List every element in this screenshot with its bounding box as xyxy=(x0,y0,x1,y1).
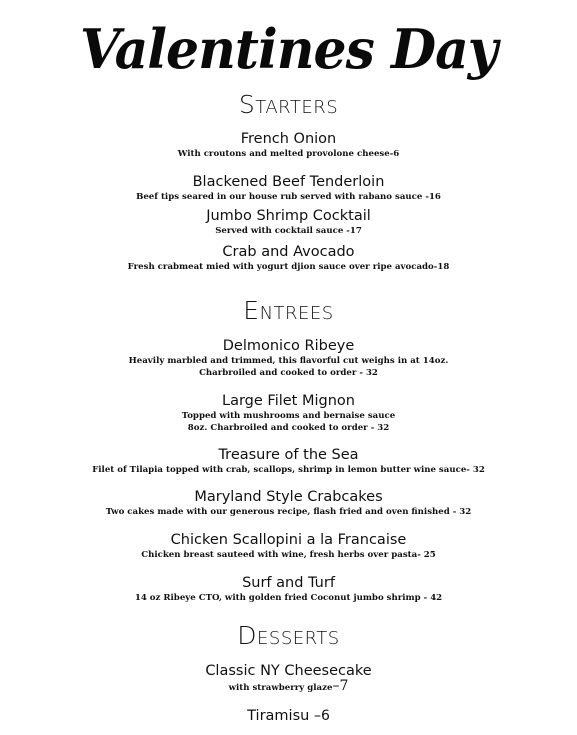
item-description: 8oz. Charbroiled and cooked to order - 32 xyxy=(187,423,390,433)
item-description: Served with cocktail sauce -17 xyxy=(215,226,362,236)
item-description: Beef tips seared in our house rub served with rabano sauce -16 xyxy=(136,192,441,202)
item-description: With croutons and melted provolone cheese-6 xyxy=(177,149,400,159)
item-name: Large Filet Mignon xyxy=(222,393,355,409)
menu-item xyxy=(0,393,577,434)
item-description xyxy=(0,680,577,694)
menu-item xyxy=(0,447,577,476)
item-name-text: Tiramisu xyxy=(247,708,314,724)
item-description: Filet of Tilapia topped with crab, scallops, shrimp in lemon butter wine sauce- 32 xyxy=(92,465,485,475)
section-heading-starters: Starters xyxy=(238,90,339,119)
item-name: Crab and Avocado xyxy=(222,244,355,260)
menu-item xyxy=(0,244,577,273)
menu-item xyxy=(0,532,577,561)
item-name: Maryland Style Crabcakes xyxy=(194,489,383,505)
item-name: Jumbo Shrimp Cocktail xyxy=(206,208,371,224)
item-description: Two cakes made with our generous recipe, flash fried and oven finished - 32 xyxy=(105,507,472,517)
menu-item xyxy=(0,575,577,604)
item-description: Chicken breast sauteed with wine, fresh herbs over pasta- 25 xyxy=(141,550,436,560)
menu-item xyxy=(0,208,577,237)
item-description: 14 oz Ribeye CTO, with golden fried Coconut jumbo shrimp - 42 xyxy=(134,593,443,603)
menu-item xyxy=(0,663,577,694)
menu-item xyxy=(0,489,577,518)
item-description-text: with strawberry glaze xyxy=(228,683,333,693)
item-name: Chicken Scallopini a la Francaise xyxy=(170,532,407,548)
item-price: –7 xyxy=(332,678,349,694)
section-heading-entrees: Entrees xyxy=(243,296,334,325)
section-heading-desserts: Desserts xyxy=(237,621,340,650)
item-price: –6 xyxy=(313,708,330,724)
item-name: Delmonico Ribeye xyxy=(222,338,355,354)
item-description: Topped with mushrooms and bernaise sauce xyxy=(181,411,396,421)
menu-item xyxy=(0,174,577,203)
item-name: Classic NY Cheesecake xyxy=(205,663,372,679)
menu-title: Valentines Day xyxy=(80,17,497,82)
menu-item xyxy=(0,131,577,160)
menu-item xyxy=(0,708,577,725)
item-name: French Onion xyxy=(240,131,337,147)
item-name: Blackened Beef Tenderloin xyxy=(192,174,385,190)
item-name xyxy=(0,708,577,725)
menu-item xyxy=(0,338,577,379)
item-description: Charbroiled and cooked to order - 32 xyxy=(199,368,378,378)
item-description: Fresh crabmeat mied with yogurt djion sauce over ripe avocado-18 xyxy=(127,262,450,272)
item-name: Surf and Turf xyxy=(242,575,335,591)
item-name: Treasure of the Sea xyxy=(218,447,359,463)
item-description: Heavily marbled and trimmed, this flavorful cut weighs in at 14oz. xyxy=(128,356,449,366)
